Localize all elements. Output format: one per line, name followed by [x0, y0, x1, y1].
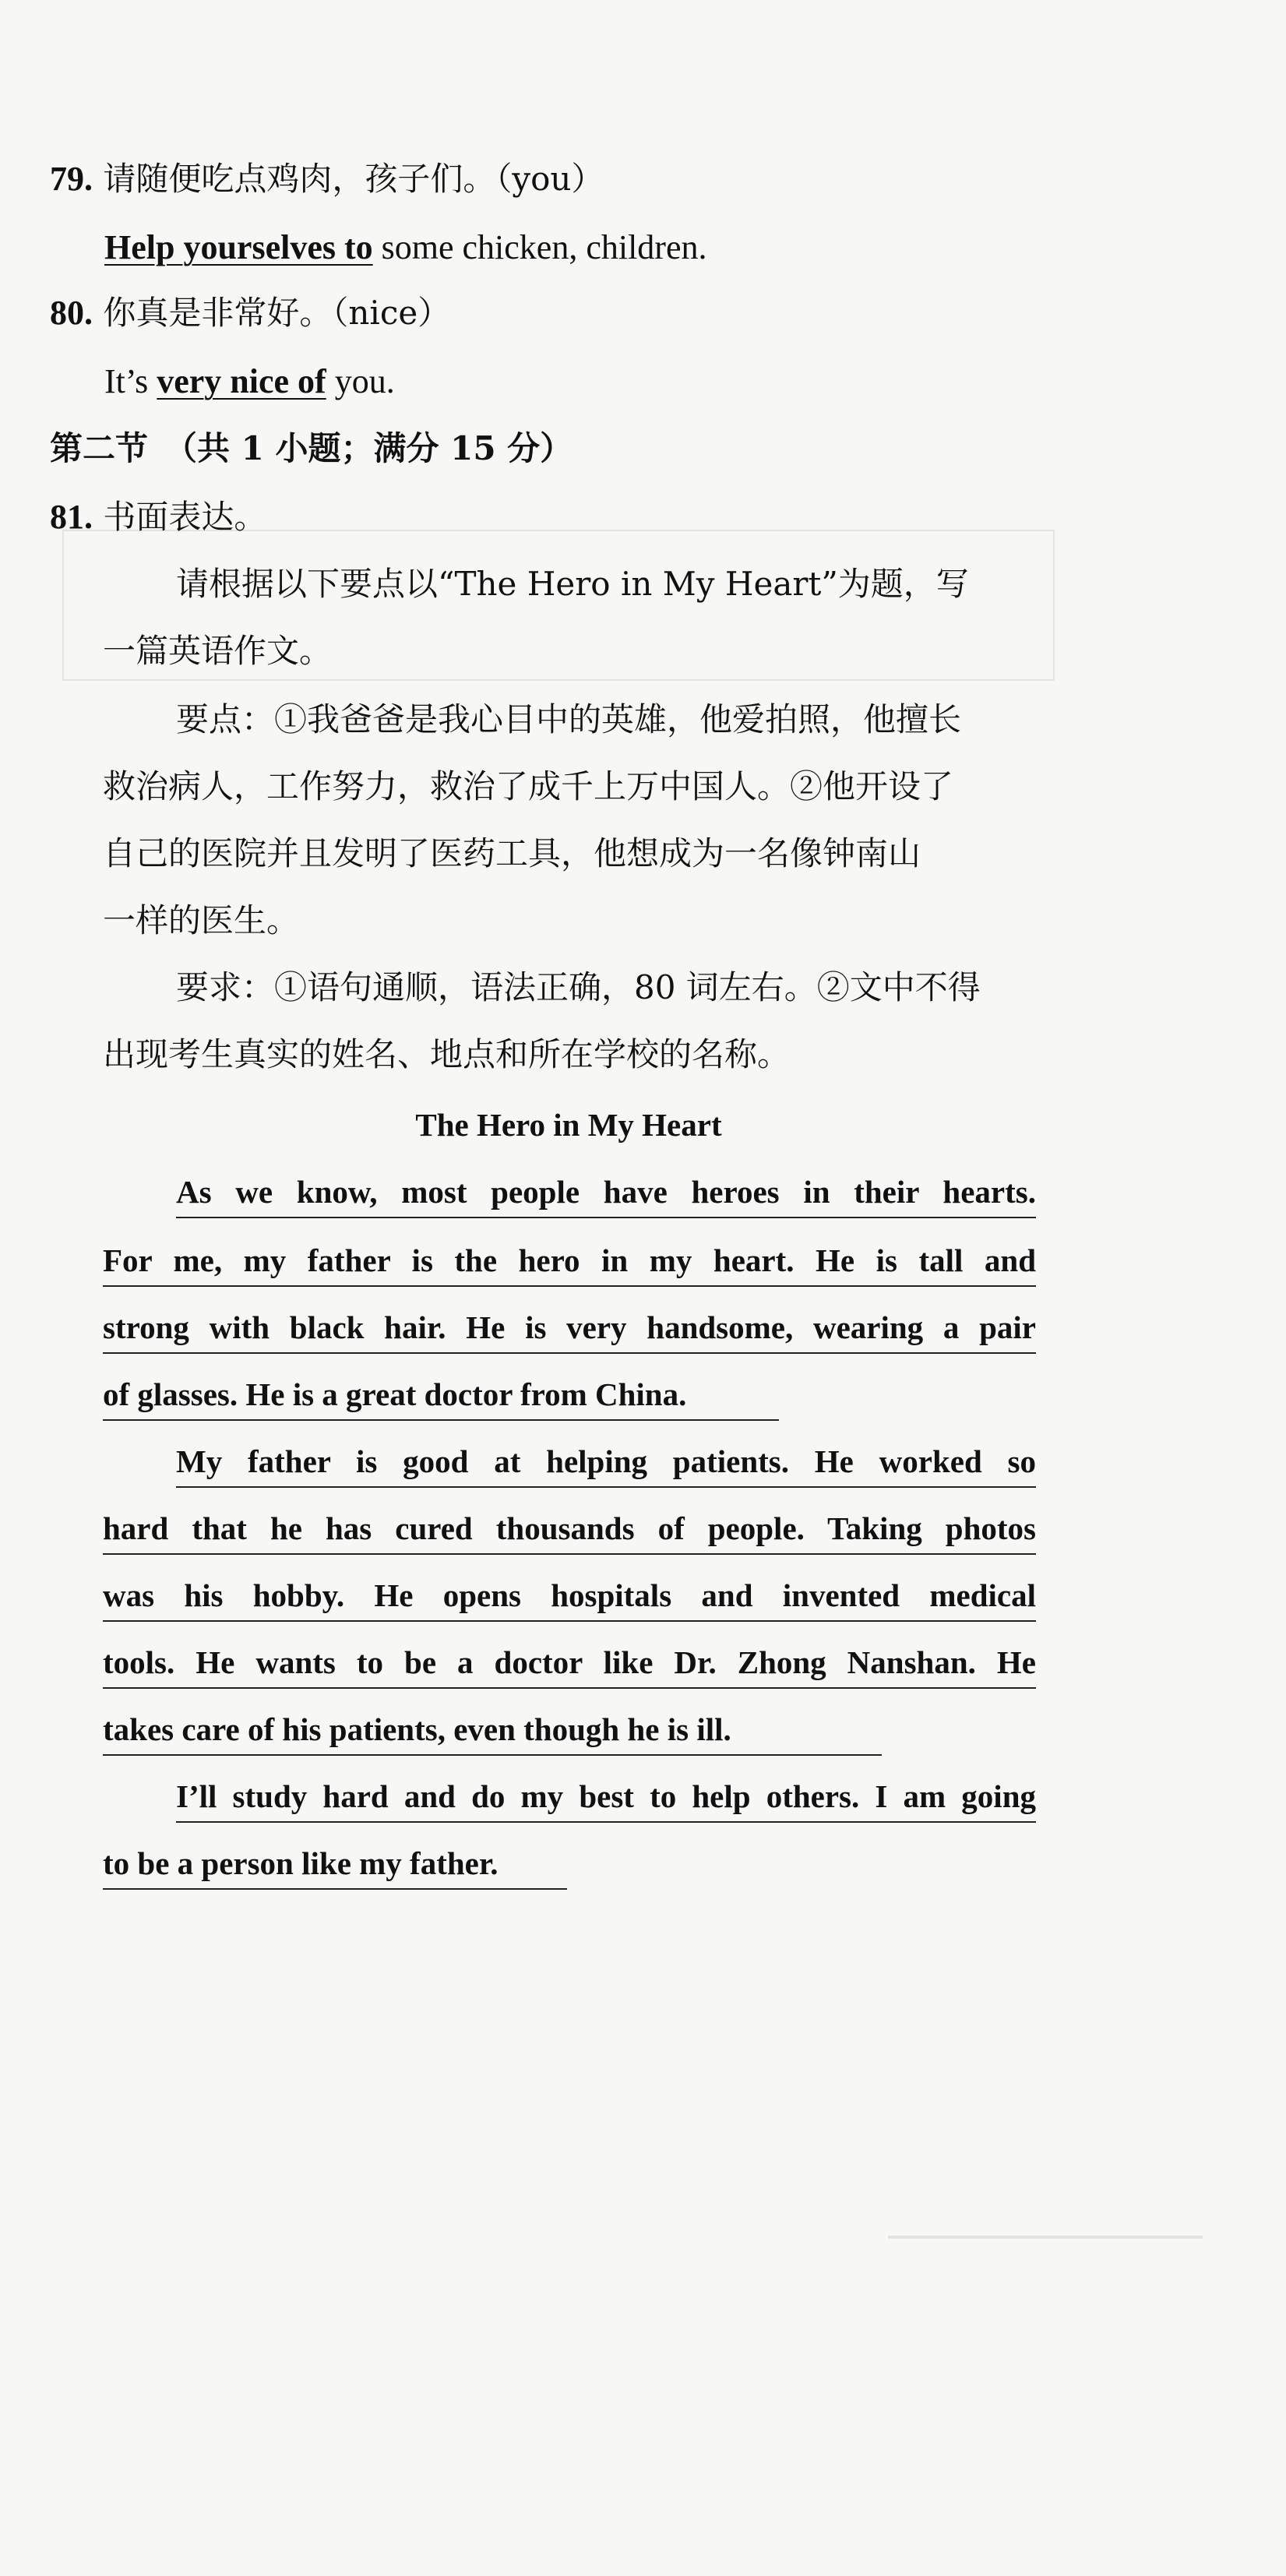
essay-p1-line-1: As we know, most people have heroes in their hearts. [176, 1170, 1036, 1218]
essay-p2-line-5: takes care of his patients, even though he is ill. [103, 1707, 882, 1756]
q81-points-line-1: 要点：①我爸爸是我心目中的英雄，他爱拍照，他擅长 [176, 700, 962, 738]
q80-answer-line [104, 360, 395, 403]
q80-prefix: It’s [104, 362, 157, 400]
q79-answer: Help yourselves to [104, 228, 373, 266]
essay-title: The Hero in My Heart [415, 1107, 722, 1143]
essay-p2-line-4: tools. He wants to be a doctor like Dr. Zhong Nanshan. He [103, 1640, 1036, 1689]
q81-instruction-line-2: 一篇英语作文。 [103, 632, 333, 670]
essay-p3-line-2: to be a person like my father. [103, 1841, 567, 1890]
q79-answer-line [104, 226, 707, 270]
section-heading: 第二节 （共 1 小题；满分 15 分） [50, 429, 573, 467]
q81-points-line-3: 自己的医院并且发明了医药工具，他想成为一名像钟南山 [103, 834, 921, 872]
essay-p2-line-1: My father is good at helping patients. He worked so [176, 1440, 1036, 1488]
essay-p2-line-3: was his hobby. He opens hospitals and invented medical [103, 1573, 1036, 1622]
q81-number: 81. [50, 498, 93, 536]
q79-number: 79. [50, 160, 93, 198]
q80-answer: very nice of [157, 362, 326, 400]
essay-p2-line-2: hard that he has cured thousands of people. Taking photos [103, 1506, 1036, 1555]
q80-rest: you. [326, 362, 395, 400]
essay-p3-line-1: I’ll study hard and do my best to help others. I am going [176, 1774, 1036, 1823]
q81-instruction-line-1: 请根据以下要点以“The Hero in My Heart”为题，写 [176, 565, 969, 603]
q80-prompt-text: 你真是非常好。（nice） [103, 294, 451, 332]
q79-prompt [50, 157, 604, 201]
q80-prompt [50, 291, 450, 335]
q79-rest: some chicken, children. [372, 228, 707, 266]
q81-points-line-2: 救治病人，工作努力，救治了成千上万中国人。②他开设了 [103, 767, 954, 805]
q81-prompt [50, 495, 266, 539]
q81-prompt-text: 书面表达。 [103, 498, 267, 536]
q80-number: 80. [50, 294, 93, 332]
essay-p1-line-4: of glasses. He is a great doctor from China. [103, 1373, 779, 1421]
essay-p1-line-3: strong with black hair. He is very handsome, wearing a pair [103, 1306, 1036, 1354]
bleed-through-divider [888, 2236, 1203, 2239]
q81-requirement-line-2: 出现考生真实的姓名、地点和所在学校的名称。 [103, 1035, 791, 1073]
q81-requirement-line-1: 要求：①语句通顺，语法正确，80 词左右。②文中不得 [176, 968, 981, 1006]
q81-points-line-4: 一样的医生。 [103, 901, 300, 939]
essay-p1-line-2: For me, my father is the hero in my heart. He is tall and [103, 1239, 1036, 1287]
q79-prompt-text: 请随便吃点鸡肉，孩子们。（you） [103, 160, 604, 198]
